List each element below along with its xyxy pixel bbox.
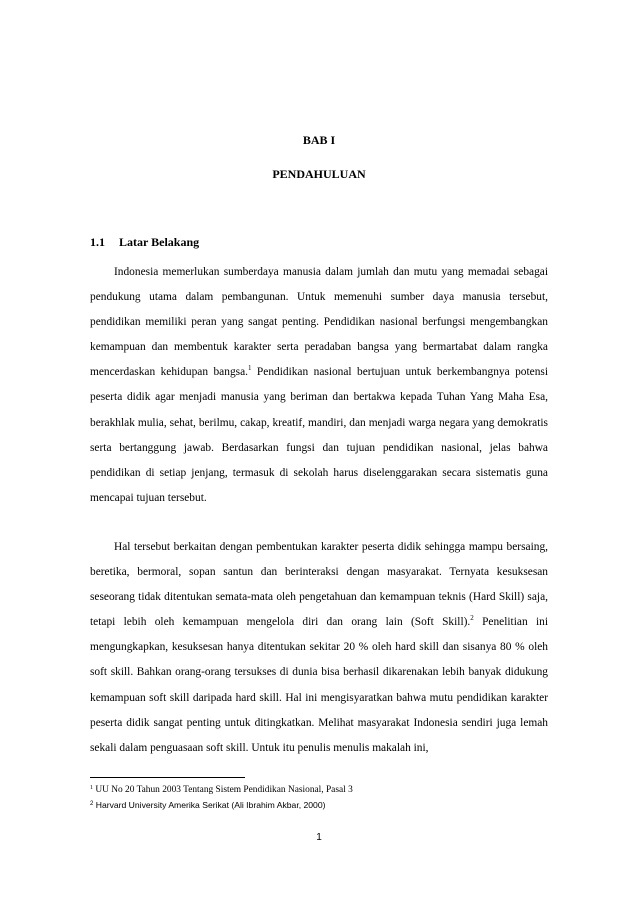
section-title: Latar Belakang (119, 235, 200, 249)
footnote-2 (90, 800, 325, 810)
footnote-ref-1[interactable]: 1 (247, 364, 252, 373)
chapter-number: BAB I (302, 133, 336, 147)
footnote-1-mark: 1 (90, 785, 93, 791)
footnote-separator (90, 777, 245, 778)
section-heading (90, 235, 199, 250)
footnote-1 (90, 785, 353, 795)
footnote-ref-2[interactable]: 2 (470, 614, 474, 623)
footnote-2-mark: 2 (90, 801, 94, 807)
paragraph-1 (90, 260, 548, 511)
paragraph-1-text-b: Pendidikan nasional bertujuan untuk berkembangnya potensi peserta didik agar menjadi manusia yang beriman dan bertakwa kepada Tuhan Yang Maha Esa, berakhlak mulia, sehat, berilmu, cakap, kreatif, mandiri, dan menjadi warga negara yang demokratis serta bertanggung jawab. Berdasarkan fungsi dan tujuan pendidikan nasional, jelas bahwa pendidikan di setiap jenjang, termasuk di sekolah harus diselenggarakan secara sistematis guna mencapai tujuan tersebut. (90, 366, 548, 504)
footnote-1-text: UU No 20 Tahun 2003 Tentang Sistem Pendidikan Nasional, Pasal 3 (93, 785, 353, 795)
paragraph-2-text-a: Hal tersebut berkaitan dengan pembentukan karakter peserta didik sehingga mampu bersaing, beretika, bermoral, sopan santun dan berinteraksi dengan masyarakat. Ternyata kesuksesan seseorang tidak ditentukan semata-mata oleh pengetahuan dan kemampuan teknis (Hard Skill) saja, tetapi lebih oleh kemampuan mengelola diri dan orang lain (Soft Skill). (90, 541, 548, 629)
paragraph-2 (90, 535, 548, 761)
footnote-2-text: Harvard University Amerika Serikat (Ali Ibrahim Akbar, 2000) (93, 800, 326, 810)
section-number: 1.1 (90, 235, 105, 249)
page-number: 1 (316, 832, 322, 843)
paragraph-2-text-b: Penelitian ini mengungkapkan, kesuksesan hanya ditentukan sekitar 20 % oleh hard skill dan sisanya 80 % oleh soft skill. Bahkan orang-orang tersukses di dunia bisa berhasil dikarenakan lebih banyak didukung kemampuan soft skill daripada hard skill. Hal ini mengisyaratkan bahwa mutu pendidikan karakter peserta didik sangat penting untuk ditingkatkan. Melihat masyarakat Indonesia sendiri juga lemah sekali dalam penguasaan soft skill. Untuk itu penulis menulis makalah ini, (90, 616, 548, 754)
chapter-title: PENDAHULUAN (272, 167, 366, 181)
paragraph-1-text-a: Indonesia memerlukan sumberdaya manusia dalam jumlah dan mutu yang memadai sebagai pendukung utama dalam pembangunan. Untuk memenuhi sumber daya manusia tersebut, pendidikan memiliki peran yang sangat penting. Pendidikan nasional berfungsi mengembangkan kemampuan dan membentuk karakter serta peradaban bangsa yang bermartabat dalam rangka mencerdaskan kehidupan bangsa. (90, 266, 548, 379)
